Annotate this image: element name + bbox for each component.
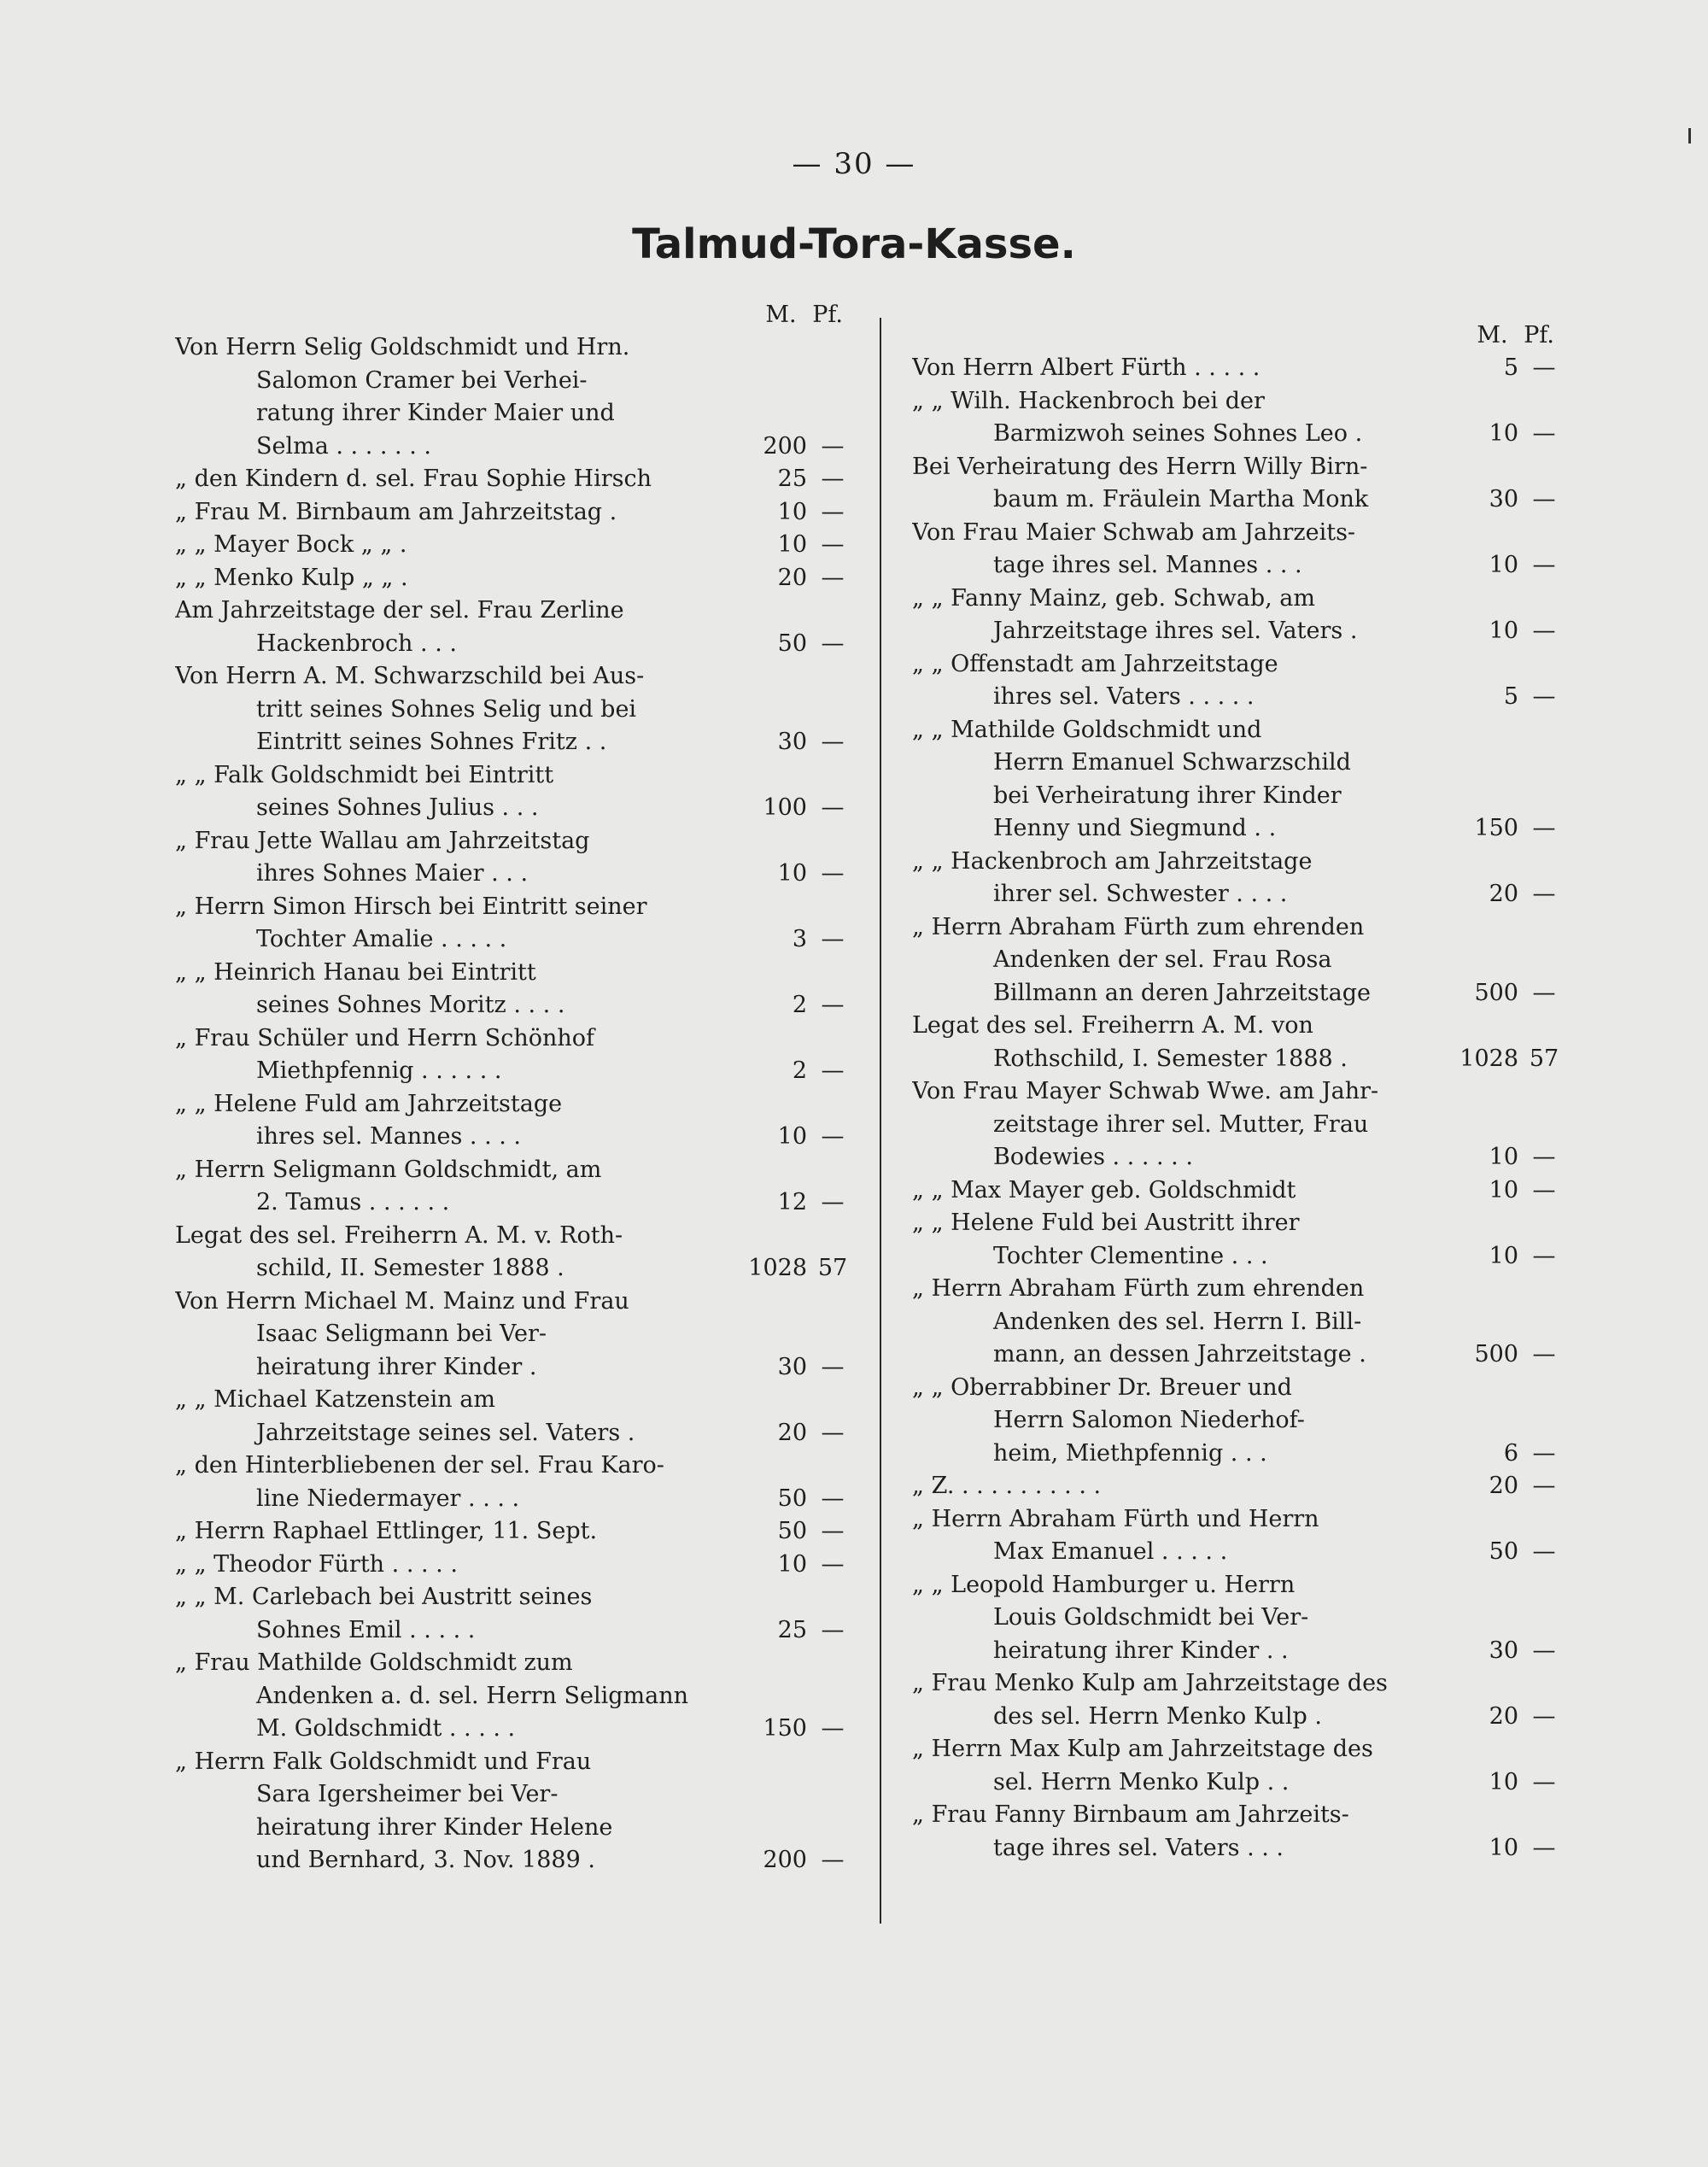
amount-pfennig: —	[821, 992, 845, 1018]
entry-text-line: Andenken der sel. Frau Rosa	[993, 946, 1332, 973]
donation-entry	[175, 1746, 858, 1877]
amount-pfennig: —	[821, 1123, 845, 1150]
amount-mark: 10	[777, 1550, 807, 1578]
entry-amount	[722, 1549, 858, 1582]
donation-entry	[175, 1286, 858, 1385]
entry-text-line: Louis Goldschmidt bei Ver-	[993, 1604, 1309, 1631]
amount-pfennig: —	[1532, 552, 1556, 578]
amount-pfennig: —	[821, 794, 845, 821]
entry-text-line: heiratung ihrer Kinder Helene	[256, 1813, 613, 1841]
amount-pfennig: —	[821, 1715, 845, 1742]
entry-amount	[722, 1844, 858, 1877]
page-title: Talmud-Tora-Kasse.	[632, 220, 1076, 268]
amount-mark: 1028	[1459, 1045, 1518, 1072]
page-number: — 30 —	[792, 147, 916, 181]
amount-pfennig: —	[821, 926, 845, 952]
entry-text-line: Von Herrn Albert Fürth . . . . .	[912, 354, 1261, 381]
amount-pfennig: —	[1532, 1834, 1556, 1861]
donation-entry	[175, 496, 858, 530]
donation-entry	[912, 1075, 1570, 1174]
amount-mark: 10	[1489, 1768, 1518, 1795]
entry-amount	[722, 1055, 858, 1088]
donation-entry	[912, 1207, 1570, 1273]
donation-entry	[912, 583, 1570, 648]
entry-amount	[722, 430, 858, 464]
amount-pfennig: —	[821, 531, 845, 558]
entry-text-line: Tochter Amalie . . . . .	[256, 926, 507, 952]
entry-text-line: Tochter Clementine . . .	[993, 1242, 1268, 1269]
entry-text-line: „ „ Wilh. Hackenbroch bei der	[912, 387, 1265, 414]
amount-mark: 150	[763, 1715, 807, 1742]
amount-mark: 10	[1489, 1834, 1518, 1861]
amount-mark: 3	[792, 926, 807, 952]
amount-mark: 2	[792, 992, 807, 1018]
entry-amount	[1433, 1766, 1570, 1800]
amount-pfennig: —	[1532, 881, 1556, 907]
donation-entry	[175, 1088, 858, 1154]
donation-entry	[912, 911, 1570, 1010]
donation-entry	[912, 1273, 1570, 1372]
amount-pfennig: —	[1532, 815, 1556, 841]
amount-pfennig: —	[1532, 618, 1556, 644]
entry-text-line: „ Frau Mathilde Goldschmidt zum	[175, 1649, 573, 1676]
entry-text-line: „ „ Helene Fuld bei Austritt ihrer	[912, 1209, 1300, 1236]
entry-amount	[722, 923, 858, 957]
entry-text-line: „ „ Menko Kulp „ „ .	[175, 564, 408, 591]
entry-text-line: baum m. Fräulein Martha Monk	[993, 486, 1369, 512]
entry-text-line: Salomon Cramer bei Verhei-	[256, 366, 588, 394]
amount-pfennig: —	[821, 498, 845, 525]
donation-entry	[175, 1581, 858, 1647]
entry-text-line: heim, Miethpfennig . . .	[993, 1439, 1267, 1467]
entry-text-line: zeitstage ihrer sel. Mutter, Frau	[993, 1110, 1369, 1138]
entry-text-line: 2. Tamus . . . . . .	[256, 1189, 450, 1215]
amount-mark: 10	[1489, 618, 1518, 644]
entry-amount	[1433, 615, 1570, 648]
amount-mark: 10	[777, 1123, 807, 1150]
donation-entry	[175, 957, 858, 1022]
entry-text-line: mann, an dessen Jahrzeitstage .	[993, 1341, 1366, 1368]
amount-mark: 50	[777, 1518, 807, 1544]
amount-mark: 500	[1474, 1341, 1518, 1368]
entry-amount	[1433, 977, 1570, 1010]
amount-pfennig: —	[1532, 486, 1556, 512]
donation-entry	[912, 1372, 1570, 1471]
entry-text-line: Von Herrn A. M. Schwarzschild bei Aus-	[175, 663, 645, 689]
entry-amount	[722, 1351, 858, 1385]
amount-pfennig: —	[821, 1847, 845, 1873]
entry-amount	[722, 1614, 858, 1648]
entry-text-line: Sara Igersheimer bei Ver-	[256, 1781, 559, 1807]
entry-amount	[722, 1252, 858, 1286]
entry-amount	[722, 1713, 858, 1746]
amount-mark: 20	[1489, 1473, 1518, 1499]
column-header-currency: M. Pf.	[765, 302, 843, 328]
scan-edge-mark	[1688, 128, 1691, 143]
amount-pfennig: —	[1532, 354, 1556, 381]
amount-mark: 20	[777, 564, 807, 591]
donation-entry	[175, 1647, 858, 1746]
entry-text-line: „ „ Falk Goldschmidt bei Eintritt	[175, 761, 554, 788]
entry-text-line: „ Frau Schüler und Herrn Schönhof	[175, 1024, 595, 1051]
amount-mark: 10	[777, 860, 807, 887]
donation-entry	[912, 1174, 1570, 1208]
amount-pfennig: —	[1532, 420, 1556, 447]
amount-pfennig: —	[821, 729, 845, 755]
amount-pfennig: —	[821, 1189, 845, 1215]
entry-amount	[722, 792, 858, 825]
entry-text-line: des sel. Herrn Menko Kulp .	[993, 1702, 1322, 1730]
amount-mark: 20	[1489, 1702, 1518, 1730]
column-header-currency: M. Pf.	[1477, 322, 1554, 348]
donation-list	[912, 352, 1570, 1865]
entry-amount	[1433, 1240, 1570, 1274]
entry-text-line: und Bernhard, 3. Nov. 1889 .	[256, 1847, 595, 1873]
donation-entry	[912, 1733, 1570, 1799]
entry-text-line: „ Herrn Falk Goldschmidt und Frau	[175, 1748, 592, 1775]
amount-mark: 500	[1474, 979, 1518, 1006]
entry-text-line: „ Frau Menko Kulp am Jahrzeitstage des	[912, 1670, 1388, 1696]
amount-mark: 10	[777, 498, 807, 525]
amount-pfennig: —	[1532, 1176, 1556, 1204]
amount-mark: 50	[1489, 1538, 1518, 1565]
entry-text-line: Andenken des sel. Herrn I. Bill-	[993, 1308, 1362, 1335]
amount-mark: 10	[777, 531, 807, 558]
amount-mark: 25	[777, 466, 807, 492]
amount-pfennig: —	[1532, 1768, 1556, 1795]
entry-text-line: „ Z. . . . . . . . . . .	[912, 1473, 1102, 1499]
donation-entry	[912, 1569, 1570, 1668]
entry-amount	[1433, 1043, 1570, 1076]
entry-amount	[722, 726, 858, 759]
amount-mark: 10	[1489, 1176, 1518, 1204]
entry-text-line: line Niedermayer . . . .	[256, 1485, 520, 1512]
entry-text-line: Eintritt seines Sohnes Fritz . .	[256, 729, 607, 755]
amount-pfennig: —	[1532, 1341, 1556, 1368]
entry-text-line: Rothschild, I. Semester 1888 .	[993, 1045, 1348, 1072]
amount-mark: 1028	[748, 1255, 807, 1281]
entry-text-line: „ Frau Jette Wallau am Jahrzeitstag	[175, 827, 590, 854]
entry-amount	[722, 628, 858, 661]
entry-text-line: heiratung ihrer Kinder .	[256, 1353, 537, 1380]
amount-mark: 30	[777, 729, 807, 755]
entry-text-line: Bodewies . . . . . .	[993, 1144, 1193, 1170]
donation-entry	[175, 660, 858, 759]
entry-text-line: Von Frau Maier Schwab am Jahrzeits-	[912, 518, 1356, 546]
entry-text-line: tage ihres sel. Mannes . . .	[993, 552, 1302, 578]
donation-list	[175, 331, 858, 1877]
donation-entry	[912, 385, 1570, 451]
amount-mark: 6	[1503, 1439, 1518, 1467]
amount-mark: 100	[763, 794, 807, 821]
donation-entry	[912, 1799, 1570, 1865]
entry-text-line: „ „ Theodor Fürth . . . . .	[175, 1550, 458, 1578]
entry-text-line: „ Herrn Abraham Fürth zum ehrenden	[912, 913, 1365, 940]
entry-text-line: „ den Hinterbliebenen der sel. Frau Karo-	[175, 1452, 664, 1479]
donation-entry	[912, 1010, 1570, 1075]
entry-text-line: „ Herrn Raphael Ettlinger, 11. Sept.	[175, 1518, 598, 1544]
entry-text-line: ratung ihrer Kinder Maier und	[256, 400, 615, 426]
donation-entry	[912, 1667, 1570, 1733]
entry-text-line: Sohnes Emil . . . . .	[256, 1616, 476, 1643]
donation-entry	[175, 1450, 858, 1515]
amount-pfennig: —	[821, 1057, 845, 1084]
donation-entry	[175, 529, 858, 562]
amount-pfennig: 57	[1529, 1045, 1559, 1072]
entry-text-line: Billmann an deren Jahrzeitstage	[993, 979, 1371, 1006]
amount-mark: 50	[777, 1485, 807, 1512]
left-column	[175, 299, 858, 1877]
entry-amount	[1433, 483, 1570, 517]
entry-text-line: „ „ Heinrich Hanau bei Eintritt	[175, 958, 536, 986]
entry-text-line: „ Frau M. Birnbaum am Jahrzeitstag .	[175, 498, 617, 525]
amount-mark: 10	[1489, 1144, 1518, 1170]
entry-amount	[1433, 1141, 1570, 1174]
entry-text-line: bei Verheiratung ihrer Kinder	[993, 782, 1342, 809]
entry-text-line: Miethpfennig . . . . . .	[256, 1057, 502, 1084]
amount-pfennig: —	[821, 1485, 845, 1512]
amount-pfennig: —	[821, 1550, 845, 1578]
amount-pfennig: —	[1532, 1473, 1556, 1499]
entry-text-line: Von Herrn Michael M. Mainz und Frau	[175, 1287, 629, 1315]
entry-text-line: „ „ Oberrabbiner Dr. Breuer und	[912, 1373, 1292, 1401]
donation-entry	[175, 463, 858, 496]
donation-entry	[175, 562, 858, 595]
amount-mark: 12	[777, 1189, 807, 1215]
entry-text-line: „ Frau Fanny Birnbaum am Jahrzeits-	[912, 1801, 1349, 1828]
entry-amount	[722, 1186, 858, 1220]
entry-text-line: „ Herrn Simon Hirsch bei Eintritt seiner	[175, 893, 647, 920]
amount-mark: 20	[777, 1419, 807, 1446]
amount-pfennig: —	[1532, 1538, 1556, 1565]
entry-text-line: Jahrzeitstage seines sel. Vaters .	[256, 1419, 635, 1446]
donation-entry	[175, 1220, 858, 1286]
donation-entry	[175, 331, 858, 463]
amount-mark: 200	[763, 432, 807, 460]
donation-entry	[912, 517, 1570, 583]
entry-text-line: „ Herrn Abraham Fürth und Herrn	[912, 1505, 1319, 1532]
entry-amount	[722, 529, 858, 562]
entry-text-line: Hackenbroch . . .	[256, 630, 457, 657]
donation-entry	[912, 1503, 1570, 1569]
entry-text-line: „ „ M. Carlebach bei Austritt seines	[175, 1584, 593, 1610]
amount-mark: 20	[1489, 881, 1518, 907]
entry-text-line: „ „ Offenstadt am Jahrzeitstage	[912, 650, 1278, 677]
amount-pfennig: —	[821, 860, 845, 887]
entry-text-line: heiratung ihrer Kinder . .	[993, 1637, 1289, 1664]
entry-text-line: „ Herrn Abraham Fürth zum ehrenden	[912, 1275, 1365, 1302]
entry-amount	[1433, 1832, 1570, 1865]
entry-text-line: ihres sel. Vaters . . . . .	[993, 683, 1255, 710]
amount-pfennig: —	[821, 432, 845, 460]
donation-entry	[912, 846, 1570, 911]
entry-text-line: Andenken a. d. sel. Herrn Seligmann	[256, 1682, 689, 1709]
amount-pfennig: —	[1532, 1637, 1556, 1664]
entry-amount	[722, 1121, 858, 1154]
amount-pfennig: 57	[817, 1255, 848, 1281]
entry-text-line: „ „ Hackenbroch am Jahrzeitstage	[912, 847, 1313, 875]
entry-text-line: „ „ Michael Katzenstein am	[175, 1386, 495, 1413]
entry-amount	[1433, 1174, 1570, 1208]
entry-text-line: sel. Herrn Menko Kulp . .	[993, 1768, 1290, 1795]
amount-mark: 25	[777, 1616, 807, 1643]
entry-text-line: „ „ Mayer Bock „ „ .	[175, 531, 407, 558]
entry-text-line: Bei Verheiratung des Herrn Willy Birn-	[912, 453, 1368, 480]
entry-text-line: schild, II. Semester 1888 .	[256, 1255, 564, 1281]
entry-text-line: tritt seines Sohnes Selig und bei	[256, 695, 637, 723]
entry-text-line: Max Emanuel . . . . .	[993, 1538, 1228, 1565]
entry-amount	[1433, 418, 1570, 451]
amount-pfennig: —	[821, 1616, 845, 1643]
donation-entry	[175, 1384, 858, 1450]
amount-mark: 30	[777, 1353, 807, 1380]
donation-entry	[175, 759, 858, 825]
entry-text-line: „ den Kindern d. sel. Frau Sophie Hirsch	[175, 466, 652, 492]
donation-entry	[175, 1515, 858, 1549]
amount-pfennig: —	[821, 630, 845, 657]
entry-amount	[1433, 1701, 1570, 1734]
donation-entry	[175, 1549, 858, 1582]
entry-text-line: Legat des sel. Freiherrn A. M. v. Roth-	[175, 1221, 623, 1249]
amount-pfennig: —	[821, 1353, 845, 1380]
entry-text-line: Herrn Salomon Niederhof-	[993, 1407, 1305, 1433]
amount-mark: 30	[1489, 486, 1518, 512]
amount-mark: 30	[1489, 1637, 1518, 1664]
entry-text-line: Barmizwoh seines Sohnes Leo .	[993, 420, 1363, 447]
entry-amount	[1433, 1470, 1570, 1503]
entry-amount	[722, 1417, 858, 1450]
entry-text-line: ihrer sel. Schwester . . . .	[993, 881, 1288, 907]
entry-text-line: „ Herrn Max Kulp am Jahrzeitstage des	[912, 1736, 1373, 1762]
entry-amount	[722, 496, 858, 530]
donation-entry	[175, 594, 858, 660]
donation-entry	[175, 1022, 858, 1088]
entry-text-line: Selma . . . . . . .	[256, 432, 431, 460]
amount-mark: 5	[1503, 354, 1518, 381]
entry-amount	[722, 463, 858, 496]
amount-mark: 10	[1489, 1242, 1518, 1269]
entry-text-line: Isaac Seligmann bei Ver-	[256, 1321, 547, 1347]
entry-text-line: seines Sohnes Julius . . .	[256, 794, 539, 821]
entry-text-line: Am Jahrzeitstage der sel. Frau Zerline	[175, 597, 624, 624]
amount-mark: 2	[792, 1057, 807, 1084]
donation-entry	[912, 714, 1570, 846]
entry-text-line: Von Herrn Selig Goldschmidt und Hrn.	[175, 334, 630, 360]
amount-pfennig: —	[1532, 979, 1556, 1006]
amount-mark: 200	[763, 1847, 807, 1873]
entry-amount	[1433, 1438, 1570, 1471]
entry-text-line: M. Goldschmidt . . . . .	[256, 1715, 516, 1742]
amount-pfennig: —	[821, 1419, 845, 1446]
entry-text-line: „ „ Leopold Hamburger u. Herrn	[912, 1571, 1296, 1598]
entry-text-line: Jahrzeitstage ihres sel. Vaters .	[993, 618, 1358, 644]
amount-pfennig: —	[1532, 1702, 1556, 1730]
donation-entry	[912, 451, 1570, 517]
amount-mark: 50	[777, 630, 807, 657]
entry-text-line: ihres Sohnes Maier . . .	[256, 860, 529, 887]
amount-mark: 10	[1489, 420, 1518, 447]
donation-entry	[175, 825, 858, 891]
amount-pfennig: —	[821, 466, 845, 492]
amount-pfennig: —	[821, 564, 845, 591]
entry-amount	[1433, 1338, 1570, 1372]
entry-text-line: Herrn Emanuel Schwarzschild	[993, 749, 1351, 776]
entry-text-line: Von Frau Mayer Schwab Wwe. am Jahr-	[912, 1078, 1379, 1104]
entry-text-line: tage ihres sel. Vaters . . .	[993, 1834, 1284, 1861]
donation-entry	[912, 352, 1570, 385]
entry-text-line: „ „ Fanny Mainz, geb. Schwab, am	[912, 584, 1315, 612]
donation-entry	[175, 891, 858, 957]
entry-text-line: ihres sel. Mannes . . . .	[256, 1123, 521, 1150]
entry-amount	[1433, 681, 1570, 714]
amount-pfennig: —	[821, 1518, 845, 1544]
entry-text-line: seines Sohnes Moritz . . . .	[256, 992, 565, 1018]
amount-mark: 10	[1489, 552, 1518, 578]
entry-text-line: Henny und Siegmund . .	[993, 815, 1277, 841]
entry-amount	[722, 989, 858, 1022]
entry-amount	[1433, 1635, 1570, 1668]
right-column	[912, 299, 1570, 1865]
entry-amount	[722, 562, 858, 595]
entry-amount	[1433, 812, 1570, 846]
amount-pfennig: —	[1532, 683, 1556, 710]
entry-text-line: „ „ Max Mayer geb. Goldschmidt	[912, 1176, 1296, 1204]
amount-pfennig: —	[1532, 1242, 1556, 1269]
entry-text-line: „ „ Helene Fuld am Jahrzeitstage	[175, 1090, 563, 1117]
entry-amount	[1433, 549, 1570, 583]
amount-mark: 150	[1474, 815, 1518, 841]
amount-mark: 5	[1503, 683, 1518, 710]
entry-amount	[1433, 878, 1570, 911]
donation-entry	[175, 1154, 858, 1220]
entry-amount	[1433, 352, 1570, 385]
amount-pfennig: —	[1532, 1144, 1556, 1170]
entry-amount	[722, 1483, 858, 1516]
entry-text-line: „ Herrn Seligmann Goldschmidt, am	[175, 1156, 602, 1183]
entry-text-line: „ „ Mathilde Goldschmidt und	[912, 716, 1262, 743]
entry-amount	[1433, 1536, 1570, 1569]
entry-amount	[722, 858, 858, 891]
entry-text-line: Legat des sel. Freiherrn A. M. von	[912, 1012, 1313, 1039]
column-divider	[880, 318, 881, 1924]
amount-pfennig: —	[1532, 1439, 1556, 1467]
donation-entry	[912, 648, 1570, 714]
entry-amount	[722, 1515, 858, 1549]
donation-entry	[912, 1470, 1570, 1503]
